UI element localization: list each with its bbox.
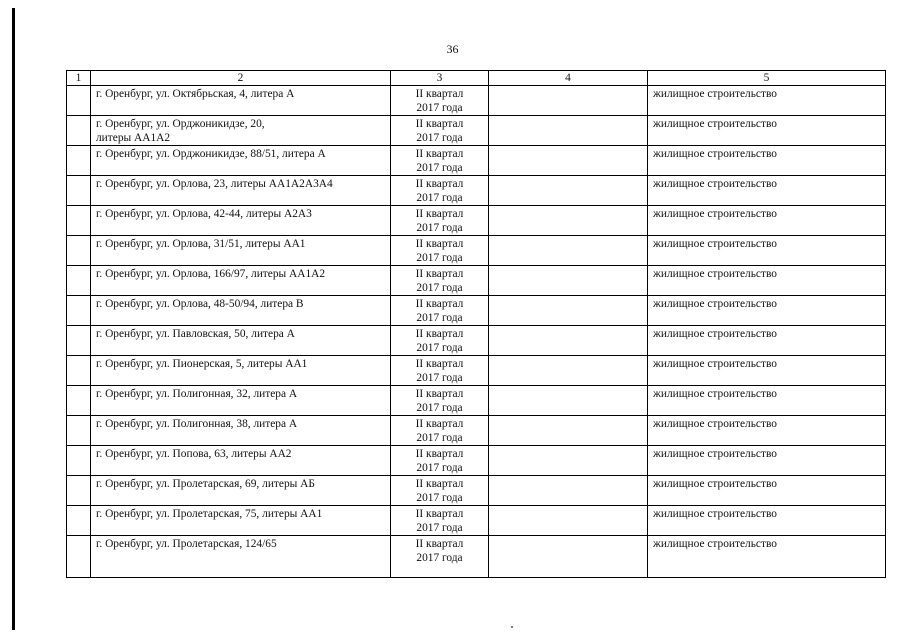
address-line: г. Оренбург, ул. Попова, 63, литеры АА2	[96, 448, 292, 460]
period-cell	[391, 446, 489, 476]
column-4-cell	[489, 536, 648, 578]
table-row	[67, 266, 886, 296]
column-4-cell	[489, 266, 648, 296]
row-number-cell	[67, 446, 91, 476]
column-4-cell	[489, 146, 648, 176]
period-line: 2017 года	[416, 552, 463, 564]
table-row	[67, 416, 886, 446]
period-cell	[391, 206, 489, 236]
period-line: 2017 года	[416, 432, 463, 444]
column-4-cell	[489, 506, 648, 536]
column-4-cell	[489, 386, 648, 416]
address-line: г. Оренбург, ул. Орлова, 31/51, литеры АА1	[96, 238, 306, 250]
address-line: г. Оренбург, ул. Пролетарская, 75, литеры АА1	[96, 508, 323, 520]
address-cell	[91, 146, 391, 176]
purpose-cell: жилищное строительство	[648, 476, 886, 506]
period-line: 2017 года	[416, 162, 463, 174]
address-line: г. Оренбург, ул. Полигонная, 32, литера А	[96, 388, 298, 400]
period-line: II квартал	[415, 238, 464, 250]
column-4-cell	[489, 116, 648, 146]
purpose-cell: жилищное строительство	[648, 356, 886, 386]
period-line: II квартал	[415, 508, 464, 520]
purpose-cell: жилищное строительство	[648, 536, 886, 578]
purpose-cell: жилищное строительство	[648, 506, 886, 536]
column-4-cell	[489, 236, 648, 266]
table-row	[67, 476, 886, 506]
address-cell	[91, 176, 391, 206]
row-number-cell	[67, 116, 91, 146]
column-4-cell	[489, 326, 648, 356]
address-line: г. Оренбург, ул. Орлова, 23, литеры АА1А2А3А4	[96, 178, 333, 190]
period-line: II квартал	[415, 178, 464, 190]
scan-speck	[511, 626, 513, 628]
row-number-cell	[67, 86, 91, 116]
row-number-cell	[67, 176, 91, 206]
period-line: 2017 года	[416, 372, 463, 384]
period-line: 2017 года	[416, 462, 463, 474]
purpose-cell: жилищное строительство	[648, 266, 886, 296]
address-line: г. Оренбург, ул. Полигонная, 38, литера А	[96, 418, 298, 430]
address-line: г. Оренбург, ул. Орджоникидзе, 20,	[96, 118, 265, 130]
address-cell	[91, 536, 391, 578]
period-line: II квартал	[415, 88, 464, 100]
table-row	[67, 506, 886, 536]
address-cell	[91, 476, 391, 506]
address-cell	[91, 446, 391, 476]
column-4-cell	[489, 416, 648, 446]
column-4-cell	[489, 296, 648, 326]
purpose-cell: жилищное строительство	[648, 386, 886, 416]
period-cell	[391, 296, 489, 326]
document-table-wrapper	[66, 70, 885, 578]
row-number-cell	[67, 356, 91, 386]
row-number-cell	[67, 476, 91, 506]
column-header-4: 4	[489, 71, 648, 86]
purpose-cell: жилищное строительство	[648, 86, 886, 116]
purpose-cell: жилищное строительство	[648, 176, 886, 206]
purpose-cell: жилищное строительство	[648, 416, 886, 446]
column-4-cell	[489, 476, 648, 506]
row-number-cell	[67, 326, 91, 356]
period-cell	[391, 266, 489, 296]
purpose-cell: жилищное строительство	[648, 146, 886, 176]
address-cell	[91, 236, 391, 266]
period-cell	[391, 236, 489, 266]
period-line: 2017 года	[416, 132, 463, 144]
column-4-cell	[489, 206, 648, 236]
period-line: II квартал	[415, 358, 464, 370]
column-header-2: 2	[91, 71, 391, 86]
address-cell	[91, 506, 391, 536]
table-row	[67, 86, 886, 116]
address-line: г. Оренбург, ул. Пионерская, 5, литеры АА1	[96, 358, 308, 370]
row-number-cell	[67, 506, 91, 536]
period-line: II квартал	[415, 298, 464, 310]
period-cell	[391, 176, 489, 206]
table-row	[67, 326, 886, 356]
address-line: г. Оренбург, ул. Павловская, 50, литера А	[96, 328, 295, 340]
address-cell	[91, 416, 391, 446]
column-header-1: 1	[67, 71, 91, 86]
period-line: 2017 года	[416, 282, 463, 294]
address-cell	[91, 86, 391, 116]
period-line: 2017 года	[416, 192, 463, 204]
table-row	[67, 236, 886, 266]
column-header-3: 3	[391, 71, 489, 86]
period-cell	[391, 116, 489, 146]
column-4-cell	[489, 446, 648, 476]
period-line: 2017 года	[416, 492, 463, 504]
period-line: II квартал	[415, 448, 464, 460]
period-line: II квартал	[415, 388, 464, 400]
table-row	[67, 536, 886, 578]
table-row	[67, 446, 886, 476]
address-cell	[91, 266, 391, 296]
address-cell	[91, 356, 391, 386]
address-line: г. Оренбург, ул. Орджоникидзе, 88/51, литера А	[96, 148, 326, 160]
address-line: г. Оренбург, ул. Пролетарская, 69, литеры АБ	[96, 478, 315, 490]
row-number-cell	[67, 416, 91, 446]
row-number-cell	[67, 536, 91, 578]
address-line: г. Оренбург, ул. Октябрьская, 4, литера А	[96, 88, 295, 100]
table-row	[67, 176, 886, 206]
period-line: 2017 года	[416, 102, 463, 114]
row-number-cell	[67, 386, 91, 416]
table-row	[67, 386, 886, 416]
construction-sites-table	[66, 70, 886, 578]
period-line: 2017 года	[416, 312, 463, 324]
period-cell	[391, 86, 489, 116]
purpose-cell: жилищное строительство	[648, 236, 886, 266]
purpose-cell: жилищное строительство	[648, 116, 886, 146]
period-cell	[391, 536, 489, 578]
address-line: г. Оренбург, ул. Орлова, 48-50/94, литера В	[96, 298, 304, 310]
address-cell	[91, 206, 391, 236]
table-row	[67, 356, 886, 386]
address-line: г. Оренбург, ул. Орлова, 166/97, литеры АА1А2	[96, 268, 326, 280]
period-line: 2017 года	[416, 402, 463, 414]
period-line: 2017 года	[416, 222, 463, 234]
period-line: II квартал	[415, 418, 464, 430]
period-line: II квартал	[415, 208, 464, 220]
period-line: II квартал	[415, 328, 464, 340]
table-row	[67, 116, 886, 146]
address-cell	[91, 386, 391, 416]
period-cell	[391, 416, 489, 446]
purpose-cell: жилищное строительство	[648, 206, 886, 236]
period-line: 2017 года	[416, 342, 463, 354]
column-header-5: 5	[648, 71, 886, 86]
purpose-cell: жилищное строительство	[648, 296, 886, 326]
table-row	[67, 296, 886, 326]
address-cell	[91, 116, 391, 146]
table-row	[67, 146, 886, 176]
period-cell	[391, 386, 489, 416]
row-number-cell	[67, 206, 91, 236]
period-line: II квартал	[415, 268, 464, 280]
page-number: 36	[446, 42, 459, 56]
row-number-cell	[67, 146, 91, 176]
purpose-cell: жилищное строительство	[648, 326, 886, 356]
period-line: II квартал	[415, 148, 464, 160]
row-number-cell	[67, 296, 91, 326]
period-line: II квартал	[415, 478, 464, 490]
period-cell	[391, 326, 489, 356]
row-number-cell	[67, 236, 91, 266]
period-line: II квартал	[415, 118, 464, 130]
period-cell	[391, 476, 489, 506]
row-number-cell	[67, 266, 91, 296]
period-cell	[391, 356, 489, 386]
table-body	[67, 86, 886, 578]
period-line: II квартал	[415, 538, 464, 550]
scan-left-edge	[12, 8, 15, 630]
address-cell	[91, 296, 391, 326]
column-4-cell	[489, 356, 648, 386]
table-row	[67, 206, 886, 236]
address-line: литеры АА1А2	[96, 132, 171, 144]
address-line: г. Оренбург, ул. Пролетарская, 124/65	[96, 538, 277, 550]
column-4-cell	[489, 176, 648, 206]
period-cell	[391, 506, 489, 536]
address-line: г. Оренбург, ул. Орлова, 42-44, литеры А2А3	[96, 208, 312, 220]
period-line: 2017 года	[416, 252, 463, 264]
address-cell	[91, 326, 391, 356]
period-line: 2017 года	[416, 522, 463, 534]
column-4-cell	[489, 86, 648, 116]
purpose-cell: жилищное строительство	[648, 446, 886, 476]
period-cell	[391, 146, 489, 176]
table-header-row	[67, 71, 886, 86]
